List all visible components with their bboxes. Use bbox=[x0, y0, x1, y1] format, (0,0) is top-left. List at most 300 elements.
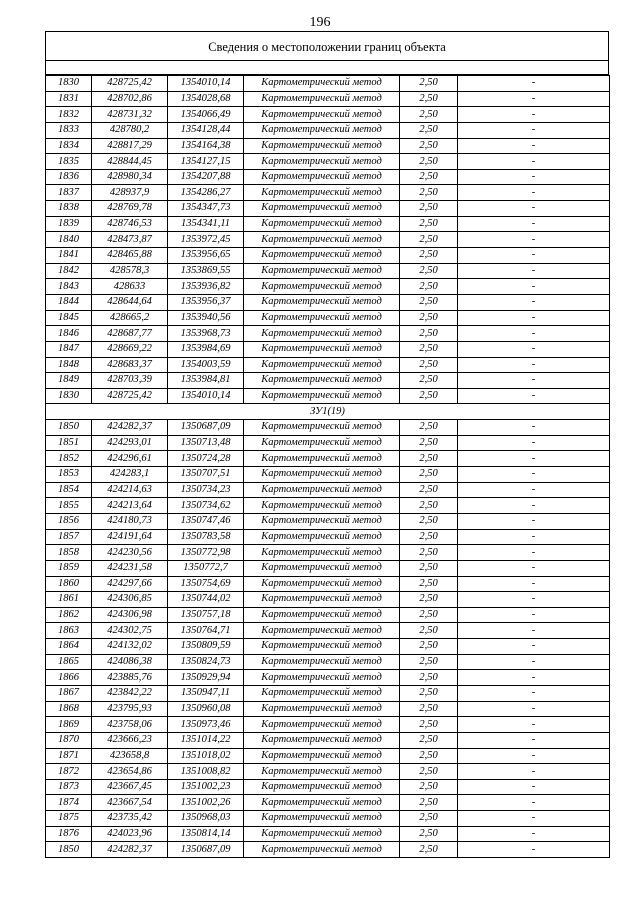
point-number-cell: 1849 bbox=[46, 373, 92, 389]
table-row bbox=[46, 185, 610, 201]
accuracy-cell: 2,50 bbox=[400, 169, 458, 185]
note-cell: - bbox=[458, 513, 610, 529]
point-number-cell: 1853 bbox=[46, 467, 92, 483]
method-cell: Картометрический метод bbox=[244, 842, 400, 858]
method-cell: Картометрический метод bbox=[244, 639, 400, 655]
y-coordinate-cell: 1350968,03 bbox=[168, 811, 244, 827]
x-coordinate-cell: 423758,06 bbox=[92, 717, 168, 733]
table-row bbox=[46, 201, 610, 217]
y-coordinate-cell: 1353972,45 bbox=[168, 232, 244, 248]
accuracy-cell: 2,50 bbox=[400, 529, 458, 545]
table-row bbox=[46, 294, 610, 310]
y-coordinate-cell: 1354164,38 bbox=[168, 138, 244, 154]
note-cell: - bbox=[458, 232, 610, 248]
table-row bbox=[46, 216, 610, 232]
x-coordinate-cell: 423885,76 bbox=[92, 670, 168, 686]
y-coordinate-cell: 1354347,73 bbox=[168, 201, 244, 217]
method-cell: Картометрический метод bbox=[244, 685, 400, 701]
accuracy-cell: 2,50 bbox=[400, 326, 458, 342]
point-number-cell: 1868 bbox=[46, 701, 92, 717]
table-row bbox=[46, 670, 610, 686]
y-coordinate-cell: 1350814,14 bbox=[168, 826, 244, 842]
note-cell: - bbox=[458, 779, 610, 795]
point-number-cell: 1850 bbox=[46, 420, 92, 436]
point-number-cell: 1875 bbox=[46, 811, 92, 827]
y-coordinate-cell: 1350754,69 bbox=[168, 576, 244, 592]
point-number-cell: 1844 bbox=[46, 294, 92, 310]
table-row bbox=[46, 91, 610, 107]
x-coordinate-cell: 424214,63 bbox=[92, 482, 168, 498]
method-cell: Картометрический метод bbox=[244, 107, 400, 123]
note-cell: - bbox=[458, 717, 610, 733]
accuracy-cell: 2,50 bbox=[400, 138, 458, 154]
table-row bbox=[46, 138, 610, 154]
x-coordinate-cell: 423667,54 bbox=[92, 795, 168, 811]
accuracy-cell: 2,50 bbox=[400, 748, 458, 764]
method-cell: Картометрический метод bbox=[244, 279, 400, 295]
table-row bbox=[46, 326, 610, 342]
method-cell: Картометрический метод bbox=[244, 76, 400, 92]
method-cell: Картометрический метод bbox=[244, 623, 400, 639]
accuracy-cell: 2,50 bbox=[400, 498, 458, 514]
section-label: ЗУ1(19) bbox=[46, 404, 610, 420]
point-number-cell: 1838 bbox=[46, 201, 92, 217]
x-coordinate-cell: 424302,75 bbox=[92, 623, 168, 639]
point-number-cell: 1876 bbox=[46, 826, 92, 842]
accuracy-cell: 2,50 bbox=[400, 467, 458, 483]
point-number-cell: 1852 bbox=[46, 451, 92, 467]
note-cell: - bbox=[458, 122, 610, 138]
method-cell: Картометрический метод bbox=[244, 826, 400, 842]
y-coordinate-cell: 1353956,65 bbox=[168, 248, 244, 264]
y-coordinate-cell: 1350764,71 bbox=[168, 623, 244, 639]
x-coordinate-cell: 423795,93 bbox=[92, 701, 168, 717]
y-coordinate-cell: 1350772,98 bbox=[168, 545, 244, 561]
table-title: Сведения о местоположении границ объекта bbox=[45, 31, 609, 61]
x-coordinate-cell: 428687,77 bbox=[92, 326, 168, 342]
point-number-cell: 1832 bbox=[46, 107, 92, 123]
accuracy-cell: 2,50 bbox=[400, 294, 458, 310]
point-number-cell: 1856 bbox=[46, 513, 92, 529]
note-cell: - bbox=[458, 138, 610, 154]
accuracy-cell: 2,50 bbox=[400, 310, 458, 326]
y-coordinate-cell: 1353940,56 bbox=[168, 310, 244, 326]
x-coordinate-cell: 428937,9 bbox=[92, 185, 168, 201]
y-coordinate-cell: 1351002,26 bbox=[168, 795, 244, 811]
y-coordinate-cell: 1354028,68 bbox=[168, 91, 244, 107]
y-coordinate-cell: 1350824,73 bbox=[168, 654, 244, 670]
x-coordinate-cell: 424191,64 bbox=[92, 529, 168, 545]
note-cell: - bbox=[458, 341, 610, 357]
table-row bbox=[46, 732, 610, 748]
x-coordinate-cell: 424023,96 bbox=[92, 826, 168, 842]
table-row bbox=[46, 232, 610, 248]
note-cell: - bbox=[458, 764, 610, 780]
accuracy-cell: 2,50 bbox=[400, 623, 458, 639]
x-coordinate-cell: 428725,42 bbox=[92, 76, 168, 92]
y-coordinate-cell: 1350687,09 bbox=[168, 842, 244, 858]
table-row bbox=[46, 388, 610, 404]
x-coordinate-cell: 428769,78 bbox=[92, 201, 168, 217]
x-coordinate-cell: 428669,22 bbox=[92, 341, 168, 357]
note-cell: - bbox=[458, 498, 610, 514]
point-number-cell: 1857 bbox=[46, 529, 92, 545]
table-row bbox=[46, 435, 610, 451]
point-number-cell: 1846 bbox=[46, 326, 92, 342]
method-cell: Картометрический метод bbox=[244, 216, 400, 232]
y-coordinate-cell: 1350744,02 bbox=[168, 592, 244, 608]
method-cell: Картометрический метод bbox=[244, 388, 400, 404]
accuracy-cell: 2,50 bbox=[400, 685, 458, 701]
accuracy-cell: 2,50 bbox=[400, 826, 458, 842]
x-coordinate-cell: 428980,34 bbox=[92, 169, 168, 185]
note-cell: - bbox=[458, 107, 610, 123]
y-coordinate-cell: 1350960,08 bbox=[168, 701, 244, 717]
accuracy-cell: 2,50 bbox=[400, 732, 458, 748]
y-coordinate-cell: 1350707,51 bbox=[168, 467, 244, 483]
note-cell: - bbox=[458, 373, 610, 389]
point-number-cell: 1830 bbox=[46, 76, 92, 92]
method-cell: Картометрический метод bbox=[244, 357, 400, 373]
method-cell: Картометрический метод bbox=[244, 435, 400, 451]
x-coordinate-cell: 423666,23 bbox=[92, 732, 168, 748]
y-coordinate-cell: 1350757,18 bbox=[168, 607, 244, 623]
accuracy-cell: 2,50 bbox=[400, 701, 458, 717]
point-number-cell: 1870 bbox=[46, 732, 92, 748]
method-cell: Картометрический метод bbox=[244, 263, 400, 279]
table-row bbox=[46, 451, 610, 467]
y-coordinate-cell: 1354286,27 bbox=[168, 185, 244, 201]
note-cell: - bbox=[458, 326, 610, 342]
table-row bbox=[46, 169, 610, 185]
note-cell: - bbox=[458, 357, 610, 373]
table-row bbox=[46, 826, 610, 842]
accuracy-cell: 2,50 bbox=[400, 811, 458, 827]
x-coordinate-cell: 423667,45 bbox=[92, 779, 168, 795]
y-coordinate-cell: 1351014,22 bbox=[168, 732, 244, 748]
method-cell: Картометрический метод bbox=[244, 748, 400, 764]
y-coordinate-cell: 1354207,88 bbox=[168, 169, 244, 185]
method-cell: Картометрический метод bbox=[244, 451, 400, 467]
note-cell: - bbox=[458, 592, 610, 608]
y-coordinate-cell: 1350734,23 bbox=[168, 482, 244, 498]
method-cell: Картометрический метод bbox=[244, 701, 400, 717]
point-number-cell: 1874 bbox=[46, 795, 92, 811]
table-row bbox=[46, 373, 610, 389]
note-cell: - bbox=[458, 435, 610, 451]
y-coordinate-cell: 1353984,69 bbox=[168, 341, 244, 357]
point-number-cell: 1860 bbox=[46, 576, 92, 592]
point-number-cell: 1848 bbox=[46, 357, 92, 373]
point-number-cell: 1872 bbox=[46, 764, 92, 780]
accuracy-cell: 2,50 bbox=[400, 513, 458, 529]
page-number: 196 bbox=[309, 15, 331, 30]
point-number-cell: 1866 bbox=[46, 670, 92, 686]
y-coordinate-cell: 1354127,15 bbox=[168, 154, 244, 170]
note-cell: - bbox=[458, 795, 610, 811]
note-cell: - bbox=[458, 811, 610, 827]
accuracy-cell: 2,50 bbox=[400, 341, 458, 357]
table-row bbox=[46, 498, 610, 514]
y-coordinate-cell: 1353968,73 bbox=[168, 326, 244, 342]
note-cell: - bbox=[458, 701, 610, 717]
coordinates-table-body bbox=[46, 76, 610, 858]
method-cell: Картометрический метод bbox=[244, 122, 400, 138]
point-number-cell: 1835 bbox=[46, 154, 92, 170]
x-coordinate-cell: 424306,98 bbox=[92, 607, 168, 623]
table-row bbox=[46, 76, 610, 92]
point-number-cell: 1837 bbox=[46, 185, 92, 201]
point-number-cell: 1854 bbox=[46, 482, 92, 498]
x-coordinate-cell: 428725,42 bbox=[92, 388, 168, 404]
x-coordinate-cell: 428644,64 bbox=[92, 294, 168, 310]
table-row bbox=[46, 576, 610, 592]
note-cell: - bbox=[458, 685, 610, 701]
y-coordinate-cell: 1351018,02 bbox=[168, 748, 244, 764]
method-cell: Картометрический метод bbox=[244, 310, 400, 326]
accuracy-cell: 2,50 bbox=[400, 607, 458, 623]
table-row bbox=[46, 263, 610, 279]
point-number-cell: 1840 bbox=[46, 232, 92, 248]
y-coordinate-cell: 1350947,11 bbox=[168, 685, 244, 701]
x-coordinate-cell: 428703,39 bbox=[92, 373, 168, 389]
x-coordinate-cell: 428702,86 bbox=[92, 91, 168, 107]
x-coordinate-cell: 428780,2 bbox=[92, 122, 168, 138]
table-row bbox=[46, 107, 610, 123]
table-row bbox=[46, 764, 610, 780]
note-cell: - bbox=[458, 388, 610, 404]
table-row bbox=[46, 623, 610, 639]
x-coordinate-cell: 423658,8 bbox=[92, 748, 168, 764]
table-row bbox=[46, 467, 610, 483]
point-number-cell: 1834 bbox=[46, 138, 92, 154]
x-coordinate-cell: 424213,64 bbox=[92, 498, 168, 514]
y-coordinate-cell: 1351002,23 bbox=[168, 779, 244, 795]
accuracy-cell: 2,50 bbox=[400, 388, 458, 404]
y-coordinate-cell: 1350772,7 bbox=[168, 560, 244, 576]
table-row bbox=[46, 654, 610, 670]
y-coordinate-cell: 1354010,14 bbox=[168, 76, 244, 92]
accuracy-cell: 2,50 bbox=[400, 451, 458, 467]
table-row bbox=[46, 779, 610, 795]
y-coordinate-cell: 1354010,14 bbox=[168, 388, 244, 404]
note-cell: - bbox=[458, 76, 610, 92]
method-cell: Картометрический метод bbox=[244, 232, 400, 248]
x-coordinate-cell: 424306,85 bbox=[92, 592, 168, 608]
point-number-cell: 1862 bbox=[46, 607, 92, 623]
y-coordinate-cell: 1354066,49 bbox=[168, 107, 244, 123]
accuracy-cell: 2,50 bbox=[400, 357, 458, 373]
note-cell: - bbox=[458, 576, 610, 592]
note-cell: - bbox=[458, 545, 610, 561]
method-cell: Картометрический метод bbox=[244, 341, 400, 357]
method-cell: Картометрический метод bbox=[244, 420, 400, 436]
x-coordinate-cell: 424282,37 bbox=[92, 420, 168, 436]
note-cell: - bbox=[458, 420, 610, 436]
accuracy-cell: 2,50 bbox=[400, 560, 458, 576]
method-cell: Картометрический метод bbox=[244, 154, 400, 170]
accuracy-cell: 2,50 bbox=[400, 576, 458, 592]
x-coordinate-cell: 428465,88 bbox=[92, 248, 168, 264]
note-cell: - bbox=[458, 467, 610, 483]
note-cell: - bbox=[458, 185, 610, 201]
note-cell: - bbox=[458, 482, 610, 498]
y-coordinate-cell: 1354341,11 bbox=[168, 216, 244, 232]
y-coordinate-cell: 1350747,46 bbox=[168, 513, 244, 529]
x-coordinate-cell: 428578,3 bbox=[92, 263, 168, 279]
y-coordinate-cell: 1350713,48 bbox=[168, 435, 244, 451]
x-coordinate-cell: 423735,42 bbox=[92, 811, 168, 827]
method-cell: Картометрический метод bbox=[244, 248, 400, 264]
table-row bbox=[46, 482, 610, 498]
method-cell: Картометрический метод bbox=[244, 811, 400, 827]
point-number-cell: 1850 bbox=[46, 842, 92, 858]
x-coordinate-cell: 423654,86 bbox=[92, 764, 168, 780]
note-cell: - bbox=[458, 263, 610, 279]
accuracy-cell: 2,50 bbox=[400, 420, 458, 436]
point-number-cell: 1858 bbox=[46, 545, 92, 561]
y-coordinate-cell: 1350783,58 bbox=[168, 529, 244, 545]
note-cell: - bbox=[458, 529, 610, 545]
accuracy-cell: 2,50 bbox=[400, 263, 458, 279]
accuracy-cell: 2,50 bbox=[400, 764, 458, 780]
x-coordinate-cell: 424283,1 bbox=[92, 467, 168, 483]
point-number-cell: 1869 bbox=[46, 717, 92, 733]
x-coordinate-cell: 424296,61 bbox=[92, 451, 168, 467]
x-coordinate-cell: 424180,73 bbox=[92, 513, 168, 529]
accuracy-cell: 2,50 bbox=[400, 545, 458, 561]
x-coordinate-cell: 428683,37 bbox=[92, 357, 168, 373]
y-coordinate-cell: 1353936,82 bbox=[168, 279, 244, 295]
table-row bbox=[46, 122, 610, 138]
point-number-cell: 1855 bbox=[46, 498, 92, 514]
y-coordinate-cell: 1350734,62 bbox=[168, 498, 244, 514]
point-number-cell: 1851 bbox=[46, 435, 92, 451]
point-number-cell: 1861 bbox=[46, 592, 92, 608]
method-cell: Картометрический метод bbox=[244, 717, 400, 733]
point-number-cell: 1831 bbox=[46, 91, 92, 107]
table-row bbox=[46, 717, 610, 733]
method-cell: Картометрический метод bbox=[244, 732, 400, 748]
section-row bbox=[46, 404, 610, 420]
method-cell: Картометрический метод bbox=[244, 764, 400, 780]
table-row bbox=[46, 154, 610, 170]
method-cell: Картометрический метод bbox=[244, 467, 400, 483]
point-number-cell: 1841 bbox=[46, 248, 92, 264]
accuracy-cell: 2,50 bbox=[400, 154, 458, 170]
note-cell: - bbox=[458, 748, 610, 764]
method-cell: Картометрический метод bbox=[244, 482, 400, 498]
x-coordinate-cell: 424297,66 bbox=[92, 576, 168, 592]
accuracy-cell: 2,50 bbox=[400, 795, 458, 811]
point-number-cell: 1863 bbox=[46, 623, 92, 639]
accuracy-cell: 2,50 bbox=[400, 842, 458, 858]
method-cell: Картометрический метод bbox=[244, 576, 400, 592]
accuracy-cell: 2,50 bbox=[400, 779, 458, 795]
method-cell: Картометрический метод bbox=[244, 560, 400, 576]
y-coordinate-cell: 1353956,37 bbox=[168, 294, 244, 310]
table-row bbox=[46, 513, 610, 529]
accuracy-cell: 2,50 bbox=[400, 185, 458, 201]
x-coordinate-cell: 428817,29 bbox=[92, 138, 168, 154]
table-row bbox=[46, 420, 610, 436]
method-cell: Картометрический метод bbox=[244, 294, 400, 310]
table-row bbox=[46, 560, 610, 576]
note-cell: - bbox=[458, 451, 610, 467]
accuracy-cell: 2,50 bbox=[400, 435, 458, 451]
note-cell: - bbox=[458, 310, 610, 326]
note-cell: - bbox=[458, 639, 610, 655]
x-coordinate-cell: 424086,38 bbox=[92, 654, 168, 670]
point-number-cell: 1845 bbox=[46, 310, 92, 326]
table-row bbox=[46, 811, 610, 827]
accuracy-cell: 2,50 bbox=[400, 279, 458, 295]
note-cell: - bbox=[458, 654, 610, 670]
accuracy-cell: 2,50 bbox=[400, 232, 458, 248]
point-number-cell: 1833 bbox=[46, 122, 92, 138]
y-coordinate-cell: 1354003,59 bbox=[168, 357, 244, 373]
method-cell: Картометрический метод bbox=[244, 169, 400, 185]
y-coordinate-cell: 1350724,28 bbox=[168, 451, 244, 467]
accuracy-cell: 2,50 bbox=[400, 670, 458, 686]
method-cell: Картометрический метод bbox=[244, 138, 400, 154]
accuracy-cell: 2,50 bbox=[400, 201, 458, 217]
note-cell: - bbox=[458, 91, 610, 107]
note-cell: - bbox=[458, 607, 610, 623]
table-row bbox=[46, 842, 610, 858]
accuracy-cell: 2,50 bbox=[400, 76, 458, 92]
accuracy-cell: 2,50 bbox=[400, 654, 458, 670]
table-row bbox=[46, 248, 610, 264]
y-coordinate-cell: 1350929,94 bbox=[168, 670, 244, 686]
method-cell: Картометрический метод bbox=[244, 607, 400, 623]
note-cell: - bbox=[458, 294, 610, 310]
x-coordinate-cell: 423842,22 bbox=[92, 685, 168, 701]
point-number-cell: 1865 bbox=[46, 654, 92, 670]
x-coordinate-cell: 424282,37 bbox=[92, 842, 168, 858]
x-coordinate-cell: 424230,56 bbox=[92, 545, 168, 561]
note-cell: - bbox=[458, 732, 610, 748]
point-number-cell: 1830 bbox=[46, 388, 92, 404]
accuracy-cell: 2,50 bbox=[400, 248, 458, 264]
y-coordinate-cell: 1353869,55 bbox=[168, 263, 244, 279]
accuracy-cell: 2,50 bbox=[400, 592, 458, 608]
x-coordinate-cell: 428844,45 bbox=[92, 154, 168, 170]
point-number-cell: 1843 bbox=[46, 279, 92, 295]
note-cell: - bbox=[458, 670, 610, 686]
x-coordinate-cell: 428473,87 bbox=[92, 232, 168, 248]
y-coordinate-cell: 1350809,59 bbox=[168, 639, 244, 655]
note-cell: - bbox=[458, 201, 610, 217]
accuracy-cell: 2,50 bbox=[400, 717, 458, 733]
method-cell: Картометрический метод bbox=[244, 201, 400, 217]
accuracy-cell: 2,50 bbox=[400, 216, 458, 232]
table-row bbox=[46, 748, 610, 764]
note-cell: - bbox=[458, 169, 610, 185]
table-row bbox=[46, 639, 610, 655]
x-coordinate-cell: 424231,58 bbox=[92, 560, 168, 576]
x-coordinate-cell: 428746,53 bbox=[92, 216, 168, 232]
note-cell: - bbox=[458, 842, 610, 858]
x-coordinate-cell: 428633 bbox=[92, 279, 168, 295]
coordinates-table bbox=[45, 75, 610, 858]
x-coordinate-cell: 424132,02 bbox=[92, 639, 168, 655]
table-row bbox=[46, 607, 610, 623]
method-cell: Картометрический метод bbox=[244, 592, 400, 608]
note-cell: - bbox=[458, 279, 610, 295]
note-cell: - bbox=[458, 623, 610, 639]
point-number-cell: 1864 bbox=[46, 639, 92, 655]
